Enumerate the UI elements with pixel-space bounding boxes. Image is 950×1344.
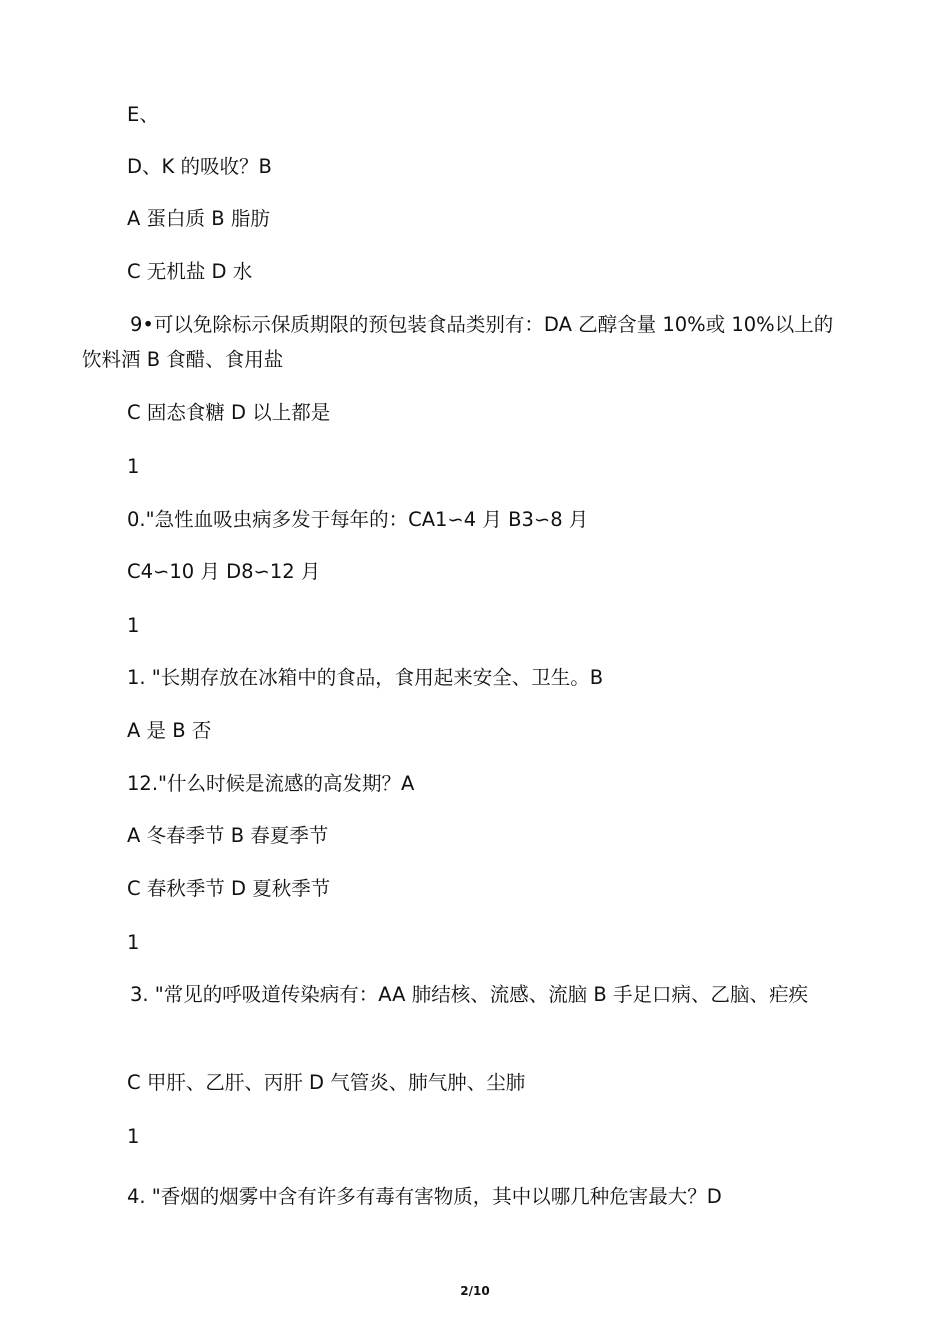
question-9: 9•可以免除标示保质期限的预包装食品类别有：DA 乙醇含量 10%或 10%以上的饮料酒 B 食醋、食用盐 (82, 313, 834, 371)
text-line: 1 (127, 1125, 140, 1148)
text-line: C 春秋季节 D 夏秋季节 (127, 877, 331, 900)
text-line: C4∽10 月 D8∽12 月 (127, 560, 321, 583)
text-line: C 无机盐 D 水 (127, 260, 253, 283)
text-line: C 甲肝、乙肝、丙肝 D 气管炎、肺气肿、尘肺 (127, 1071, 526, 1094)
question-10: 0."急性血吸虫病多发于每年的：CA1∽4 月 B3∽8 月 (127, 508, 589, 531)
text-line: E、 (127, 103, 159, 126)
text-line: A 是 B 否 (127, 719, 212, 742)
text-line: C 固态食糖 D 以上都是 (127, 401, 331, 424)
question-12: 12."什么时候是流感的高发期？A (127, 772, 415, 795)
text-line: A 冬春季节 B 春夏季节 (127, 824, 329, 847)
text-line: A 蛋白质 B 脂肪 (127, 207, 270, 230)
question-11: 1. "长期存放在冰箱中的食品，食用起来安全、卫生。B (127, 666, 604, 689)
text-line: 1 (127, 931, 140, 954)
page-number: 2/10 (460, 1284, 490, 1298)
question-13: 3. "常见的呼吸道传染病有：AA 肺结核、流感、流脑 B 手足口病、乙脑、疟疾 (130, 983, 808, 1006)
text-line: D、K 的吸收？B (127, 155, 272, 178)
text-line: 1 (127, 614, 140, 637)
text-line: 1 (127, 455, 140, 478)
question-14: 4. "香烟的烟雾中含有许多有毒有害物质，其中以哪几种危害最大？D (127, 1185, 722, 1208)
